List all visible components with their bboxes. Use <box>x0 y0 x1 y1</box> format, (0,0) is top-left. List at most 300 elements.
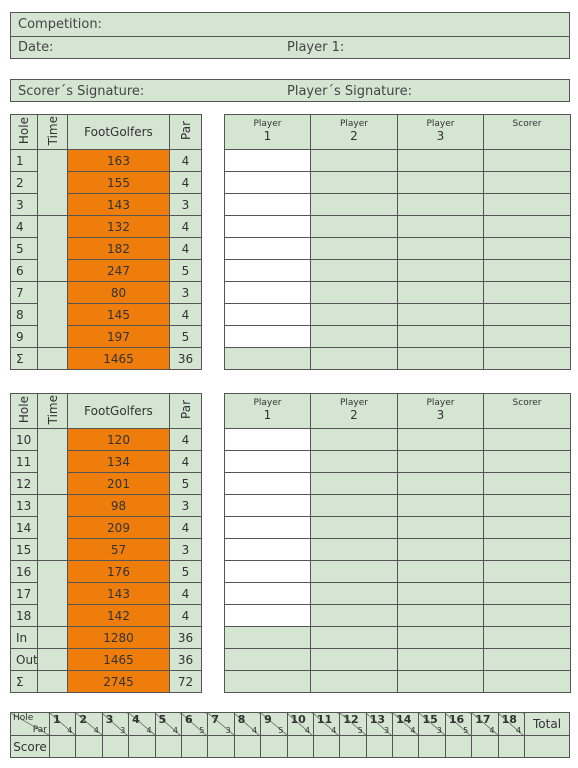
summary-hole-number: 5 <box>158 713 167 726</box>
summary-hole-number: 13 <box>369 713 385 726</box>
hole-distance: 201 <box>68 473 170 495</box>
score-cell[interactable] <box>225 172 311 194</box>
total-row <box>11 348 202 370</box>
total-distance: 1465 <box>68 649 170 671</box>
summary-hole-cell <box>208 713 234 736</box>
score-cell[interactable] <box>484 649 571 671</box>
score-row <box>225 627 571 649</box>
summary-score-cell[interactable] <box>234 736 260 758</box>
hole-distance: 143 <box>68 194 170 216</box>
score-cell[interactable] <box>225 451 311 473</box>
player-signature-label: Player´s Signature: <box>287 84 412 99</box>
hole-par: 5 <box>170 561 202 583</box>
score-cell[interactable] <box>484 429 571 451</box>
score-cell[interactable] <box>398 451 484 473</box>
score-cell[interactable] <box>311 194 398 216</box>
score-cell[interactable] <box>225 583 311 605</box>
hole-distance: 155 <box>68 172 170 194</box>
summary-score-cell[interactable] <box>50 736 76 758</box>
score-cell[interactable] <box>484 216 571 238</box>
score-cell[interactable] <box>398 172 484 194</box>
time-cell <box>38 627 68 649</box>
score-row <box>225 282 571 304</box>
player-header-line1: Scorer <box>512 119 542 129</box>
score-cell[interactable] <box>398 150 484 172</box>
score-cell[interactable] <box>225 627 311 649</box>
hole-par: 4 <box>170 216 202 238</box>
score-cell[interactable] <box>398 583 484 605</box>
date-label: Date: <box>18 40 54 55</box>
score-cell[interactable] <box>398 429 484 451</box>
summary-hole-number: 11 <box>316 713 333 726</box>
summary-score-cell[interactable] <box>472 736 498 758</box>
hole-number: 5 <box>11 238 38 260</box>
summary-score-cell[interactable] <box>261 736 287 758</box>
hole-distance: 142 <box>68 605 170 627</box>
back-nine-player-table <box>224 393 571 693</box>
summary-hole-cell <box>393 713 419 736</box>
score-cell[interactable] <box>398 326 484 348</box>
hole-par: 4 <box>170 517 202 539</box>
score-row <box>225 216 571 238</box>
hole-par: 4 <box>170 304 202 326</box>
score-cell[interactable] <box>311 473 398 495</box>
hole-distance: 98 <box>68 495 170 517</box>
hole-par: 5 <box>170 473 202 495</box>
total-par: 36 <box>170 627 202 649</box>
score-cell[interactable] <box>225 517 311 539</box>
summary-hole-cell <box>76 713 102 736</box>
score-cell[interactable] <box>311 649 398 671</box>
summary-score-cell[interactable] <box>445 736 471 758</box>
hole-number: 7 <box>11 282 38 304</box>
summary-hole-par: 4 <box>304 726 310 735</box>
hole-distance: 143 <box>68 583 170 605</box>
total-distance: 2745 <box>68 671 170 693</box>
score-cell[interactable] <box>225 304 311 326</box>
score-cell[interactable] <box>484 517 571 539</box>
time-cell <box>38 671 68 693</box>
score-cell[interactable] <box>311 304 398 326</box>
summary-score-cell[interactable] <box>102 736 128 758</box>
summary-hole-par: 4 <box>515 726 522 735</box>
score-cell[interactable] <box>225 429 311 451</box>
hole-header: Hole <box>11 394 38 429</box>
score-row <box>225 238 571 260</box>
time-cell <box>38 649 68 671</box>
summary-hole-number: 2 <box>79 713 88 726</box>
summary-score-cell[interactable] <box>498 736 524 758</box>
score-cell[interactable] <box>225 649 311 671</box>
summary-hole-number: 3 <box>105 713 114 726</box>
hole-number: 11 <box>11 451 38 473</box>
summary-hole-cell <box>50 713 76 736</box>
time-cell[interactable] <box>38 429 68 495</box>
player-header-line1: Player <box>253 398 282 408</box>
score-row <box>225 348 571 370</box>
score-cell[interactable] <box>225 282 311 304</box>
hole-par: 3 <box>170 282 202 304</box>
score-row <box>225 304 571 326</box>
score-cell[interactable] <box>311 238 398 260</box>
score-cell[interactable] <box>225 260 311 282</box>
hole-distance: 247 <box>68 260 170 282</box>
summary-hole-par: 4 <box>331 726 337 735</box>
score-cell[interactable] <box>398 627 484 649</box>
summary-hole-cell <box>366 713 392 736</box>
score-cell[interactable] <box>225 194 311 216</box>
summary-hole-number: 17 <box>475 713 491 726</box>
footgolfers-header: FootGolfers <box>68 394 170 429</box>
summary-hole-number: 6 <box>184 713 193 726</box>
score-cell[interactable] <box>311 282 398 304</box>
time-cell[interactable] <box>38 495 68 561</box>
total-distance: 1280 <box>68 627 170 649</box>
hole-par: 4 <box>170 583 202 605</box>
summary-hole-number: 16 <box>448 713 465 726</box>
summary-score-cell[interactable] <box>419 736 445 758</box>
summary-score-cell[interactable] <box>76 736 102 758</box>
score-cell[interactable] <box>225 561 311 583</box>
hole-par: 3 <box>170 194 202 216</box>
score-row <box>225 649 571 671</box>
time-cell[interactable] <box>38 150 68 216</box>
player-header-line2: 1 <box>263 408 272 422</box>
score-cell[interactable] <box>484 561 571 583</box>
score-cell[interactable] <box>484 304 571 326</box>
score-row <box>225 172 571 194</box>
score-cell[interactable] <box>225 605 311 627</box>
total-label: Σ <box>11 671 38 693</box>
hole-distance: 80 <box>68 282 170 304</box>
score-cell[interactable] <box>225 150 311 172</box>
time-cell[interactable] <box>38 282 68 348</box>
hole-number: 10 <box>11 429 38 451</box>
time-cell[interactable] <box>38 216 68 282</box>
score-cell[interactable] <box>311 671 398 693</box>
score-row <box>225 671 571 693</box>
summary-hole-cell <box>419 713 445 736</box>
score-cell[interactable] <box>311 495 398 517</box>
hole-number: 1 <box>11 150 38 172</box>
score-cell[interactable] <box>484 172 571 194</box>
score-cell[interactable] <box>398 605 484 627</box>
player-header-line1: Player <box>426 398 455 408</box>
score-cell[interactable] <box>484 451 571 473</box>
score-cell[interactable] <box>398 260 484 282</box>
total-header: Total <box>525 713 570 736</box>
par-header: Par <box>170 115 202 150</box>
score-cell[interactable] <box>311 429 398 451</box>
time-cell <box>38 348 68 370</box>
back-nine-course-table <box>10 393 202 693</box>
score-cell[interactable] <box>225 216 311 238</box>
summary-hole-par: 4 <box>172 726 178 735</box>
score-row <box>225 517 571 539</box>
score-cell[interactable] <box>484 495 571 517</box>
player-header-line2: 3 <box>436 408 445 422</box>
score-cell[interactable] <box>311 539 398 561</box>
summary-score-table <box>10 712 570 758</box>
summary-score-cell[interactable] <box>393 736 419 758</box>
score-cell[interactable] <box>484 326 571 348</box>
score-cell[interactable] <box>484 627 571 649</box>
player-header-line1: Player <box>253 119 282 129</box>
score-row <box>225 583 571 605</box>
hole-par: 4 <box>170 172 202 194</box>
summary-hole-cell <box>261 713 287 736</box>
player-header-line2: 1 <box>263 129 272 143</box>
summary-score-cell[interactable] <box>313 736 339 758</box>
hole-distance: 134 <box>68 451 170 473</box>
score-cell[interactable] <box>311 348 398 370</box>
score-row <box>225 150 571 172</box>
score-cell[interactable] <box>398 561 484 583</box>
hole-number: 2 <box>11 172 38 194</box>
score-cell[interactable] <box>398 238 484 260</box>
summary-hole-par: 4 <box>410 726 416 735</box>
hole-distance: 132 <box>68 216 170 238</box>
summary-hole-par: 4 <box>146 726 152 735</box>
hole-number: 18 <box>11 605 38 627</box>
total-distance: 1465 <box>68 348 170 370</box>
score-cell[interactable] <box>311 172 398 194</box>
summary-hole-cell <box>340 713 366 736</box>
score-cell[interactable] <box>398 282 484 304</box>
player-header-line2: 2 <box>350 129 358 143</box>
hole-distance: 120 <box>68 429 170 451</box>
front-nine-course-table <box>10 114 202 370</box>
player-column-header <box>225 115 311 150</box>
summary-score-cell[interactable] <box>129 736 155 758</box>
summary-score-cell[interactable] <box>208 736 234 758</box>
total-row <box>11 649 202 671</box>
hole-par: 5 <box>170 326 202 348</box>
summary-hole-cell <box>472 713 498 736</box>
hole-number: 3 <box>11 194 38 216</box>
total-par: 36 <box>170 649 202 671</box>
summary-hole-par: 4 <box>93 726 99 735</box>
score-row <box>225 451 571 473</box>
hole-row <box>11 150 202 172</box>
score-row <box>225 194 571 216</box>
player-header-line1: Player <box>426 119 455 129</box>
summary-hole-number: 14 <box>396 713 412 726</box>
score-cell[interactable] <box>484 605 571 627</box>
score-cell[interactable] <box>225 348 311 370</box>
hole-header: Hole <box>11 115 38 150</box>
hole-par: 3 <box>170 495 202 517</box>
hole-par: 5 <box>170 260 202 282</box>
total-par: 72 <box>170 671 202 693</box>
total-par: 36 <box>170 348 202 370</box>
score-cell[interactable] <box>398 649 484 671</box>
hole-row <box>11 495 202 517</box>
summary-score-cell[interactable] <box>155 736 181 758</box>
summary-hole-par: 3 <box>436 726 442 735</box>
total-row <box>11 671 202 693</box>
scorer-signature-label: Scorer´s Signature: <box>18 84 145 99</box>
player-column-header <box>311 115 398 150</box>
score-cell[interactable] <box>398 194 484 216</box>
summary-hole-par: 4 <box>67 726 73 735</box>
competition-label: Competition: <box>18 17 102 32</box>
summary-hole-par: 5 <box>357 726 363 735</box>
footgolfers-header: FootGolfers <box>68 115 170 150</box>
score-cell[interactable] <box>398 348 484 370</box>
hole-row <box>11 282 202 304</box>
score-cell[interactable] <box>484 539 571 561</box>
summary-hole-cell <box>287 713 313 736</box>
score-cell[interactable] <box>225 539 311 561</box>
score-cell[interactable] <box>398 539 484 561</box>
par-label: Par <box>32 725 47 735</box>
hole-par: 4 <box>170 150 202 172</box>
hole-row <box>11 561 202 583</box>
score-cell[interactable] <box>484 348 571 370</box>
hole-label: Hole <box>13 713 34 723</box>
score-cell[interactable] <box>311 216 398 238</box>
summary-hole-cell <box>102 713 128 736</box>
summary-hole-cell <box>155 713 181 736</box>
time-header: Time <box>38 115 68 150</box>
summary-hole-cell <box>445 713 471 736</box>
score-row <box>225 561 571 583</box>
summary-hole-number: 7 <box>211 713 219 726</box>
score-cell[interactable] <box>484 238 571 260</box>
score-cell[interactable] <box>311 583 398 605</box>
hole-par: 4 <box>170 238 202 260</box>
score-row <box>225 605 571 627</box>
score-cell[interactable] <box>398 304 484 326</box>
summary-score-cell[interactable] <box>287 736 313 758</box>
summary-hole-par: 4 <box>252 726 258 735</box>
player1-label: Player 1: <box>287 40 345 55</box>
score-cell[interactable] <box>398 671 484 693</box>
summary-hole-par: 5 <box>199 726 205 735</box>
score-cell[interactable] <box>311 260 398 282</box>
score-cell[interactable] <box>311 627 398 649</box>
score-cell[interactable] <box>311 561 398 583</box>
summary-hole-par: 5 <box>463 726 469 735</box>
score-cell[interactable] <box>311 150 398 172</box>
score-cell[interactable] <box>484 194 571 216</box>
hole-number: 4 <box>11 216 38 238</box>
total-score-cell[interactable] <box>525 736 570 758</box>
summary-score-cell[interactable] <box>340 736 366 758</box>
player-header-line2: 3 <box>436 129 445 143</box>
hole-number: 12 <box>11 473 38 495</box>
summary-hole-number: 9 <box>264 713 272 726</box>
summary-hole-cell <box>181 713 207 736</box>
player-header-line1: Scorer <box>512 398 542 408</box>
hole-row <box>11 216 202 238</box>
hole-par: 3 <box>170 539 202 561</box>
player-column-header <box>398 394 484 429</box>
hole-number: 17 <box>11 583 38 605</box>
score-cell[interactable] <box>484 260 571 282</box>
hole-par: 4 <box>170 451 202 473</box>
score-cell[interactable] <box>225 671 311 693</box>
player-column-header <box>398 115 484 150</box>
summary-hole-number: 8 <box>237 713 246 726</box>
score-row <box>225 429 571 451</box>
total-row <box>11 627 202 649</box>
summary-hole-par: 3 <box>383 726 390 735</box>
summary-hole-cell <box>313 713 339 736</box>
summary-hole-par: 3 <box>120 726 126 735</box>
summary-hole-number: 10 <box>290 713 306 726</box>
summary-hole-number: 4 <box>132 713 140 726</box>
score-row <box>225 539 571 561</box>
score-cell[interactable] <box>484 583 571 605</box>
score-cell[interactable] <box>484 150 571 172</box>
summary-hole-par: 3 <box>225 726 231 735</box>
score-label: Score <box>11 736 50 758</box>
score-cell[interactable] <box>311 451 398 473</box>
hole-par: 4 <box>170 605 202 627</box>
score-cell[interactable] <box>484 671 571 693</box>
hole-number: 9 <box>11 326 38 348</box>
hole-par-header <box>11 713 50 736</box>
score-cell[interactable] <box>398 216 484 238</box>
summary-hole-number: 1 <box>53 713 61 726</box>
summary-hole-par: 4 <box>489 726 495 735</box>
hole-distance: 57 <box>68 539 170 561</box>
summary-hole-cell <box>129 713 155 736</box>
summary-hole-par: 5 <box>278 726 284 735</box>
total-label: Out <box>11 649 38 671</box>
hole-distance: 145 <box>68 304 170 326</box>
hole-distance: 209 <box>68 517 170 539</box>
summary-hole-number: 15 <box>422 713 438 726</box>
score-cell[interactable] <box>398 495 484 517</box>
player-column-header <box>225 394 311 429</box>
hole-number: 6 <box>11 260 38 282</box>
score-cell[interactable] <box>225 473 311 495</box>
time-cell[interactable] <box>38 561 68 627</box>
par-header: Par <box>170 394 202 429</box>
hole-row <box>11 429 202 451</box>
hole-distance: 197 <box>68 326 170 348</box>
score-cell[interactable] <box>398 473 484 495</box>
score-row <box>225 473 571 495</box>
player-column-header <box>484 115 571 150</box>
score-cell[interactable] <box>311 605 398 627</box>
hole-distance: 182 <box>68 238 170 260</box>
summary-score-cell[interactable] <box>366 736 392 758</box>
score-cell[interactable] <box>311 517 398 539</box>
summary-hole-cell <box>498 713 524 736</box>
score-cell[interactable] <box>398 517 484 539</box>
score-row <box>225 495 571 517</box>
signature-box <box>10 79 570 102</box>
score-cell[interactable] <box>484 473 571 495</box>
hole-distance: 176 <box>68 561 170 583</box>
hole-number: 15 <box>11 539 38 561</box>
score-row <box>225 260 571 282</box>
score-cell[interactable] <box>225 238 311 260</box>
summary-score-cell[interactable] <box>181 736 207 758</box>
score-cell[interactable] <box>311 326 398 348</box>
score-row <box>225 326 571 348</box>
score-cell[interactable] <box>484 282 571 304</box>
time-header: Time <box>38 394 68 429</box>
score-cell[interactable] <box>225 326 311 348</box>
competition-date-box <box>10 12 570 59</box>
total-label: In <box>11 627 38 649</box>
score-cell[interactable] <box>225 495 311 517</box>
